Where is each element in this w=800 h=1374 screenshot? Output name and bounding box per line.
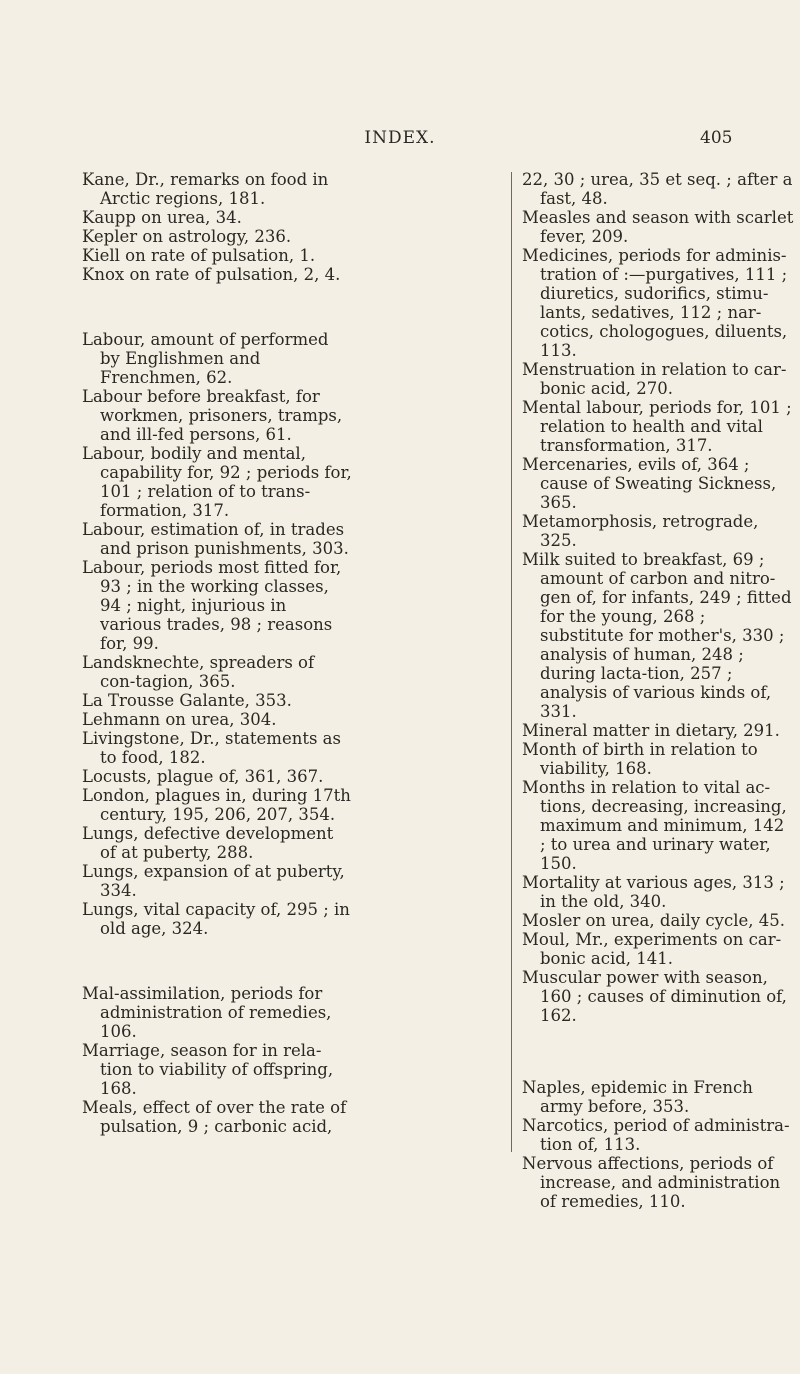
index-group-m: [82, 984, 352, 1136]
index-entry: Moul, Mr., experiments on car-bonic acid, 141.: [522, 930, 782, 968]
page-number: 405: [700, 128, 733, 148]
right-column: [522, 170, 794, 1211]
index-entry: London, plagues in, during 17th century, 195, 206, 207, 354.: [82, 786, 351, 824]
index-entry: Labour, bodily and mental, capability for, 92 ; periods for, 101 ; relation of to trans-formation, 317.: [82, 444, 352, 520]
index-entry: Marriage, season for in rela-tion to viability of offspring, 168.: [82, 1041, 334, 1098]
index-entry: Lungs, defective development of at puberty, 288.: [82, 824, 334, 862]
index-entry: Mineral matter in dietary, 291.: [522, 721, 780, 740]
index-group-k: [82, 170, 352, 284]
index-entry: Locusts, plague of, 361, 367.: [82, 767, 324, 786]
index-entry: Kiell on rate of pulsation, 1.: [82, 246, 316, 265]
column-divider: [511, 172, 512, 1152]
index-group-n: [522, 1078, 794, 1211]
left-column: [82, 170, 352, 1136]
index-entry: Narcotics, period of administra-tion of, 113.: [522, 1116, 790, 1154]
index-entry: Labour, periods most fitted for, 93 ; in the working classes, 94 ; night, injurious in various trades, 98 ; reasons for, 99.: [82, 558, 342, 653]
index-entry: Labour, estimation of, in trades and prison punishments, 303.: [82, 520, 349, 558]
index-entry: Kane, Dr., remarks on food in Arctic regions, 181.: [82, 170, 329, 208]
index-entry: Naples, epidemic in French army before, 353.: [522, 1078, 753, 1116]
index-entry: Metamorphosis, retrograde, 325.: [522, 512, 759, 550]
index-entry: Lungs, vital capacity of, 295 ; in old age, 324.: [82, 900, 350, 938]
index-entry: Lungs, expansion of at puberty, 334.: [82, 862, 345, 900]
index-entry: Labour before breakfast, for workmen, prisoners, tramps, and ill-fed persons, 61.: [82, 387, 343, 444]
index-entry: Kaupp on urea, 34.: [82, 208, 242, 227]
index-entry: Nervous affections, periods of increase, and administration of remedies, 110.: [522, 1154, 781, 1211]
index-entry: Measles and season with scarlet fever, 209.: [522, 208, 794, 246]
index-group-m-continued: [522, 170, 794, 1025]
index-entry: Mercenaries, evils of, 364 ; cause of Sweating Sickness, 365.: [522, 455, 777, 512]
index-entry: La Trousse Galante, 353.: [82, 691, 292, 710]
index-entry: Livingstone, Dr., statements as to food, 182.: [82, 729, 341, 767]
index-entry: Months in relation to vital ac-tions, decreasing, increasing, maximum and minimum, 142 ; to urea and urinary water, 150.: [522, 778, 787, 873]
index-entry: Medicines, periods for adminis-tration of :—purgatives, 111 ; diuretics, sudorifics, stimu-lants, sedatives, 112 ; nar-cotics, chologogues, diluents, 113.: [522, 246, 788, 360]
index-entry: Milk suited to breakfast, 69 ; amount of carbon and nitro-gen of, for infants, 249 ; fitted for the young, 268 ; substitute for mother's, 330 ; analysis of human, 248 ; during lacta-tion, 257 ; analysis of various kinds of, 331.: [522, 550, 792, 721]
index-entry: Kepler on astrology, 236.: [82, 227, 292, 246]
index-entry: Mosler on urea, daily cycle, 45.: [522, 911, 785, 930]
index-entry: Lehmann on urea, 304.: [82, 710, 277, 729]
index-entry: Mortality at various ages, 313 ; in the old, 340.: [522, 873, 785, 911]
index-entry: Muscular power with season, 160 ; causes of diminution of, 162.: [522, 968, 787, 1025]
index-entry: Landsknechte, spreaders of con-tagion, 365.: [82, 653, 315, 691]
index-entry: Mental labour, periods for, 101 ; relation to health and vital transformation, 317.: [522, 398, 792, 455]
index-entry: Labour, amount of performed by Englishmen and Frenchmen, 62.: [82, 330, 329, 387]
index-entry: Knox on rate of pulsation, 2, 4.: [82, 265, 341, 284]
index-group-l: [82, 330, 352, 938]
index-entry: 22, 30 ; urea, 35 et seq. ; after a fast, 48.: [522, 170, 793, 208]
index-entry: Menstruation in relation to car-bonic acid, 270.: [522, 360, 787, 398]
index-entry: Mal-assimilation, periods for administration of remedies, 106.: [82, 984, 332, 1041]
index-entry: Month of birth in relation to viability, 168.: [522, 740, 758, 778]
page-title: INDEX.: [364, 128, 436, 148]
index-entry: Meals, effect of over the rate of pulsation, 9 ; carbonic acid,: [82, 1098, 347, 1136]
